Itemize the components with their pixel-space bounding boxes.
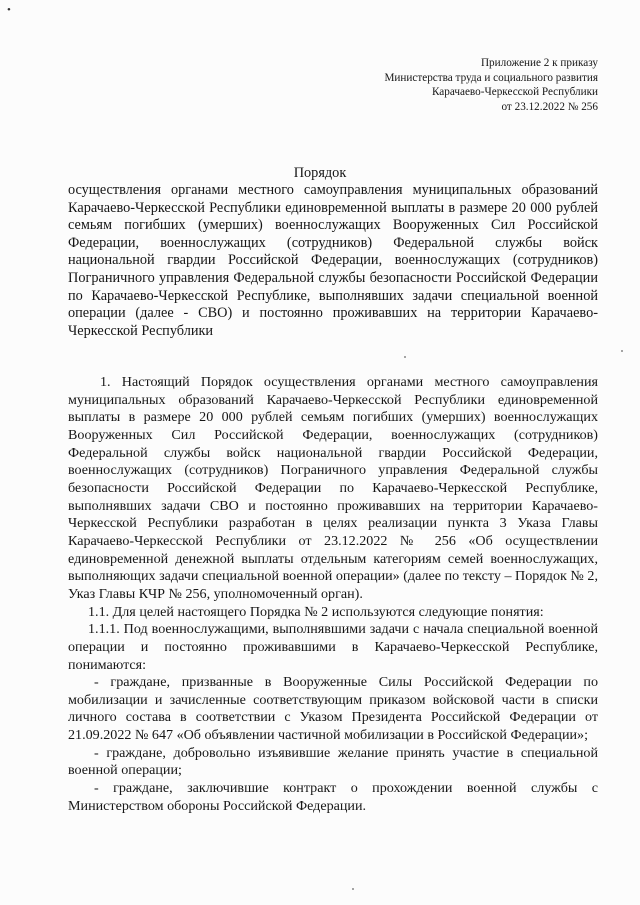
- paragraph-1: 1. Настоящий Порядок осуществления органами местного самоуправления муниципальных образований Карачаево-Черкесской Республики единовременной выплаты в размере 20 000 рублей семьям погибших (умерших) военнослужащих Вооруженных Сил Российской Федерации, военнослужащих (сотрудников) Федеральной службы войск национальной гвардии Российской Федерации, военнослужащих (сотрудников) Пограничного управления Федеральной службы безопасности Российской Федерации по Карачаево-Черкесской Республике, выполнявших задачи СВО и постоянно проживавших на территории Карачаево-Черкесской Республики разработан в целях реализации пункта 3 Указа Главы Карачаево-Черкесской Республики от 23.12.2022 № 256 «Об осуществлении единовременной денежной выплаты отдельным категориям семей военнослужащих, выполняющих задачи специальной военной операции» (далее по тексту – Порядок № 2, Указ Главы КЧР № 256, уполномоченный орган).: [68, 374, 598, 602]
- paragraph-1-1: 1.1. Для целей настоящего Порядка № 2 используются следующие понятия:: [88, 603, 544, 620]
- document-subtitle: осуществления органами местного самоуправления муниципальных образований Карачаево-Черкесской Республики единовременной выплаты в размере 20 000 рублей семьям погибших (умерших) военнослужащих Вооруженных Сил Российской Федерации, военнослужащих (сотрудников) Федеральной службы войск национальной гвардии Российской Федерации, военнослужащих (сотрудников) Пограничного управления Федеральной службы безопасности Российской Федерации по Карачаево-Черкесской Республике, выполнявших задачи специальной военной операции (далее - СВО) и постоянно проживавших на территории Карачаево-Черкесской Республики: [68, 182, 598, 339]
- scan-mark: •: [7, 4, 11, 16]
- paragraph-1-1-1: 1.1.1. Под военнослужащими, выполнявшими задачи с начала специальной военной операции и постоянно проживавшими в Карачаево-Черкесской Республике, понимаются:: [68, 621, 598, 673]
- scan-speck: [404, 356, 406, 358]
- appendix-line-1: Приложение 2 к приказу: [480, 57, 598, 69]
- appendix-header: [338, 56, 598, 114]
- appendix-line-3: Карачаево-Черкесской Республики: [431, 86, 598, 99]
- document-title: Порядок: [293, 165, 347, 181]
- list-item-volunteers: - граждане, добровольно изъявившие желание принять участие в специальной военной операции;: [68, 744, 598, 779]
- scan-speck: [621, 350, 623, 352]
- list-item-contract: - граждане, заключившие контракт о прохождении военной службы с Министерством обороны Российской Федерации.: [68, 780, 598, 814]
- appendix-line-2: Министерства труда и социального развития: [384, 71, 598, 84]
- appendix-line-4: от 23.12.2022 № 256: [501, 100, 598, 113]
- list-item-mobilized: - граждане, призванные в Вооруженные Силы Российской Федерации по мобилизации и зачисленные соответствующим приказом войсковой части в списки личного состава в соответствии с Указом Президента Российской Федерации от 21.09.2022 № 647 «Об объявлении частичной мобилизации в Российской Федерации»;: [68, 674, 598, 744]
- document-body: [68, 374, 598, 815]
- scan-speck: [352, 888, 354, 890]
